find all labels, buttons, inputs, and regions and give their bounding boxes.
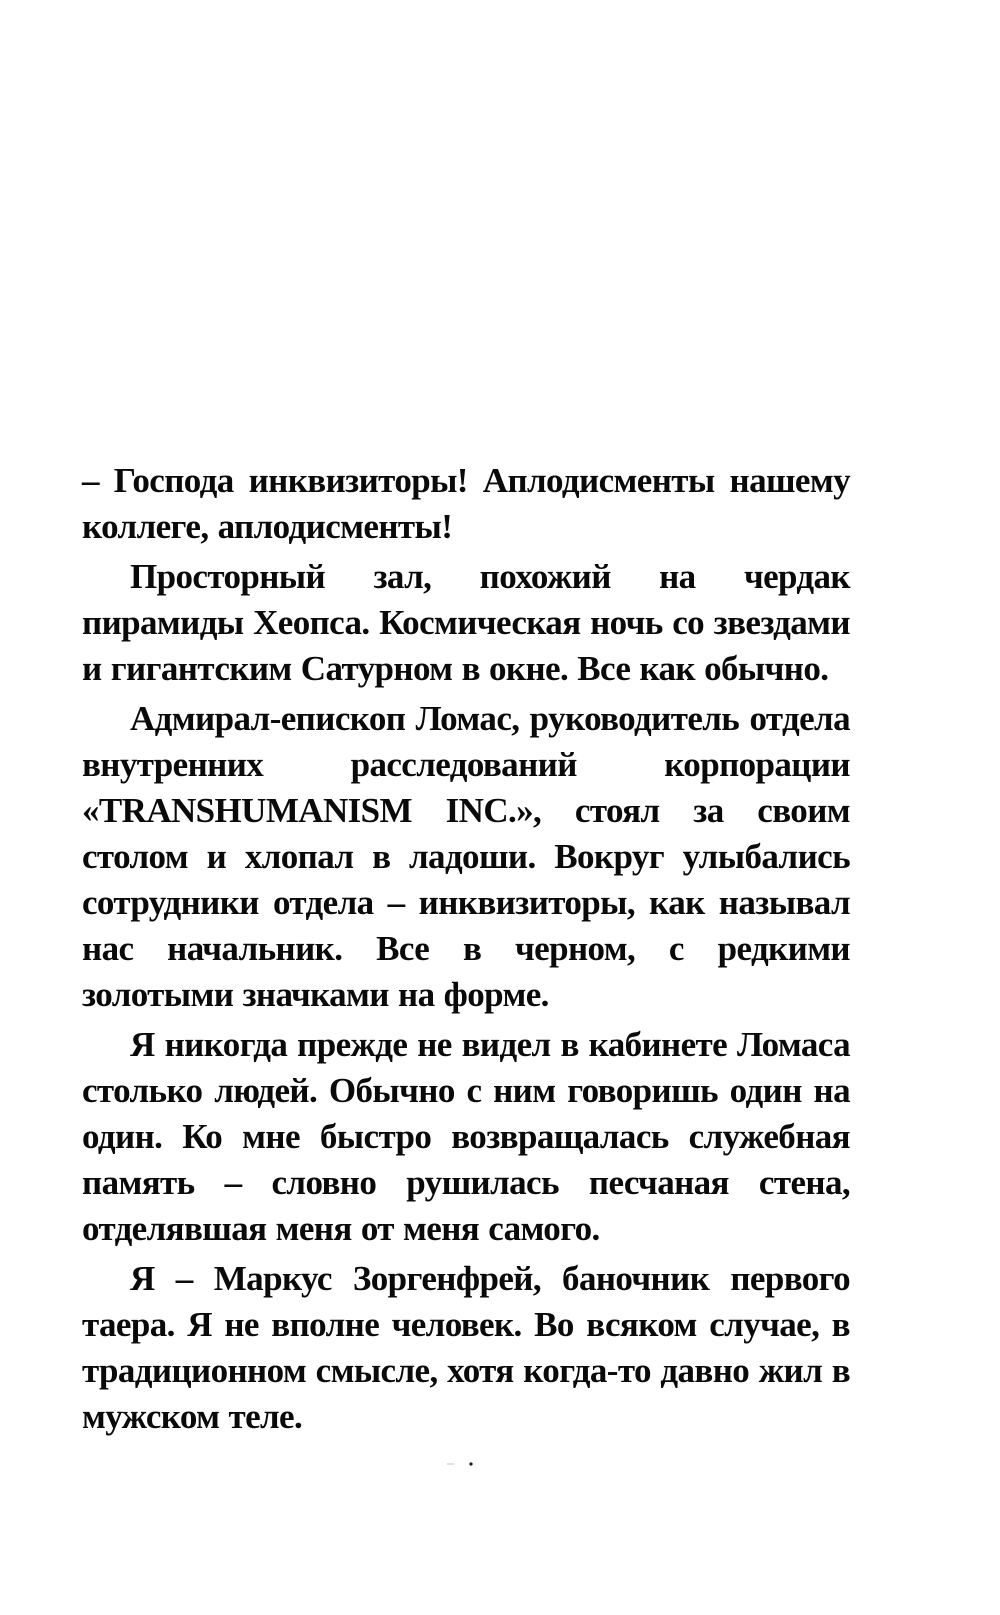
paragraph-3: Адмирал-епископ Ломас, руководитель отдела внутренних расследований корпорации «TRANSHUMANISM INC.», стоял за своим столом и хлопал в ладоши. Вокруг улыбались сотрудники отдела – инквизиторы, как называл нас начальник. Все в черном, с редкими золотыми значками на форме. (82, 699, 850, 1014)
paragraph-1: – Господа инквизиторы! Аплодисменты нашему коллеге, аплодисменты! (82, 461, 850, 546)
body-text (82, 458, 850, 1444)
paragraph-4: Я никогда прежде не видел в кабинете Ломаса столько людей. Обычно с ним говоришь один на один. Ко мне быстро возвращалась служебная память – словно рушилась песчаная стена, отделявшая меня от меня самого. (82, 1025, 850, 1248)
paragraph-2: Просторный зал, похожий на чердак пирамиды Хеопса. Космическая ночь со звездами и гигантским Сатурном в окне. Все как обычно. (82, 557, 850, 688)
print-speck (447, 1461, 477, 1467)
paragraph-5: Я – Маркус Зоргенфрей, баночник первого таера. Я не вполне человек. Во всяком случае, в традиционном смысле, хотя когда-то давно жил в мужском теле. (82, 1259, 850, 1436)
